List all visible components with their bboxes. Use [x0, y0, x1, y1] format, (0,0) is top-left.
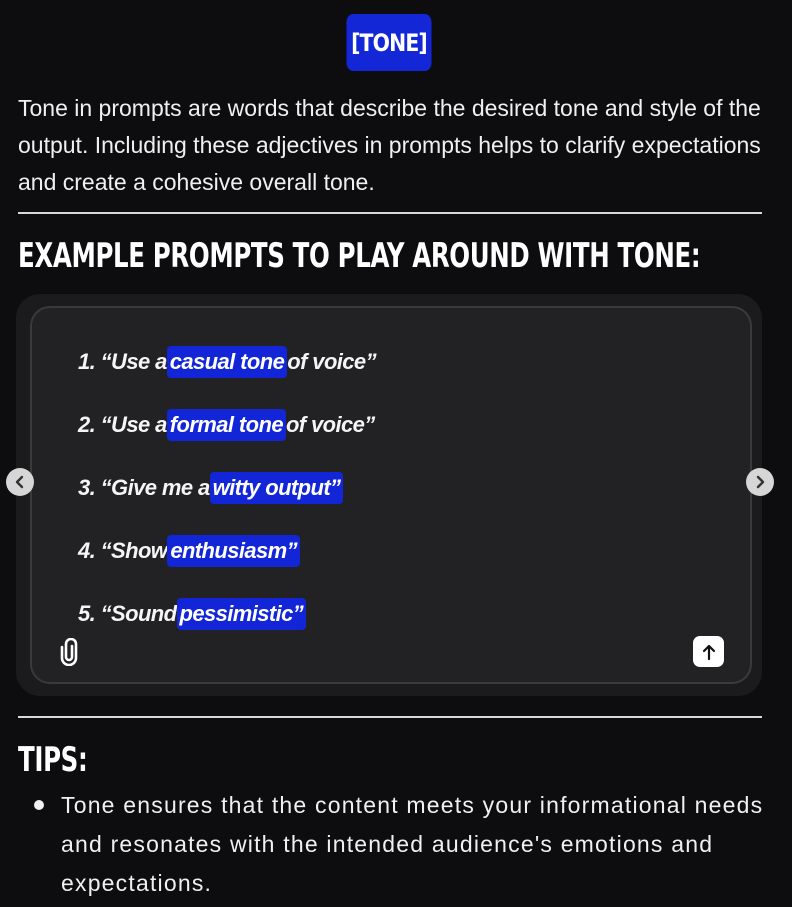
example-prompt-list [78, 330, 376, 645]
prompt-highlight: pessimistic” [177, 598, 307, 630]
example-prompt-2 [78, 393, 376, 456]
prompt-highlight: casual tone [167, 346, 287, 378]
divider-top [18, 212, 762, 214]
tips-heading: TIPS: [18, 740, 88, 780]
chevron-left-icon [14, 475, 26, 489]
example-prompt-5 [78, 582, 376, 645]
tips-list [30, 786, 770, 903]
arrow-up-icon [701, 643, 717, 661]
prompt-prefix: 2. “Use a [78, 411, 167, 437]
prompt-suffix: of voice” [287, 348, 376, 374]
chevron-right-icon [754, 475, 766, 489]
example-prompt-3 [78, 456, 376, 519]
paperclip-icon[interactable] [58, 638, 80, 666]
previous-slide-button[interactable] [6, 468, 34, 496]
prompt-prefix: 5. “Sound [78, 600, 177, 626]
examples-heading: EXAMPLE PROMPTS TO PLAY AROUND WITH TONE: [18, 236, 701, 276]
divider-bottom [18, 716, 762, 718]
example-prompt-4 [78, 519, 376, 582]
intro-paragraph: Tone in prompts are words that describe the desired tone and style of the output. Including these adjectives in prompts helps to clarify expectations and create a cohesive overall tone. [18, 95, 761, 195]
send-button[interactable] [693, 636, 724, 667]
prompt-prefix: 4. “Show [78, 537, 168, 563]
prompt-prefix: 1. “Use a [78, 348, 167, 374]
prompt-highlight: witty output” [210, 472, 344, 504]
example-prompt-1 [78, 330, 376, 393]
bullet-icon [34, 800, 44, 810]
tip-text: Tone ensures that the content meets your informational needs and resonates with the intended audience's emotions and expectations. [61, 792, 764, 896]
prompt-suffix: of voice” [285, 411, 375, 437]
prompt-prefix: 3. “Give me a [78, 474, 210, 500]
tip-item [30, 786, 770, 903]
next-slide-button[interactable] [746, 468, 774, 496]
prompt-highlight: formal tone [167, 409, 286, 441]
prompt-highlight: enthusiasm” [167, 535, 300, 567]
title-badge: [TONE] [347, 14, 432, 71]
